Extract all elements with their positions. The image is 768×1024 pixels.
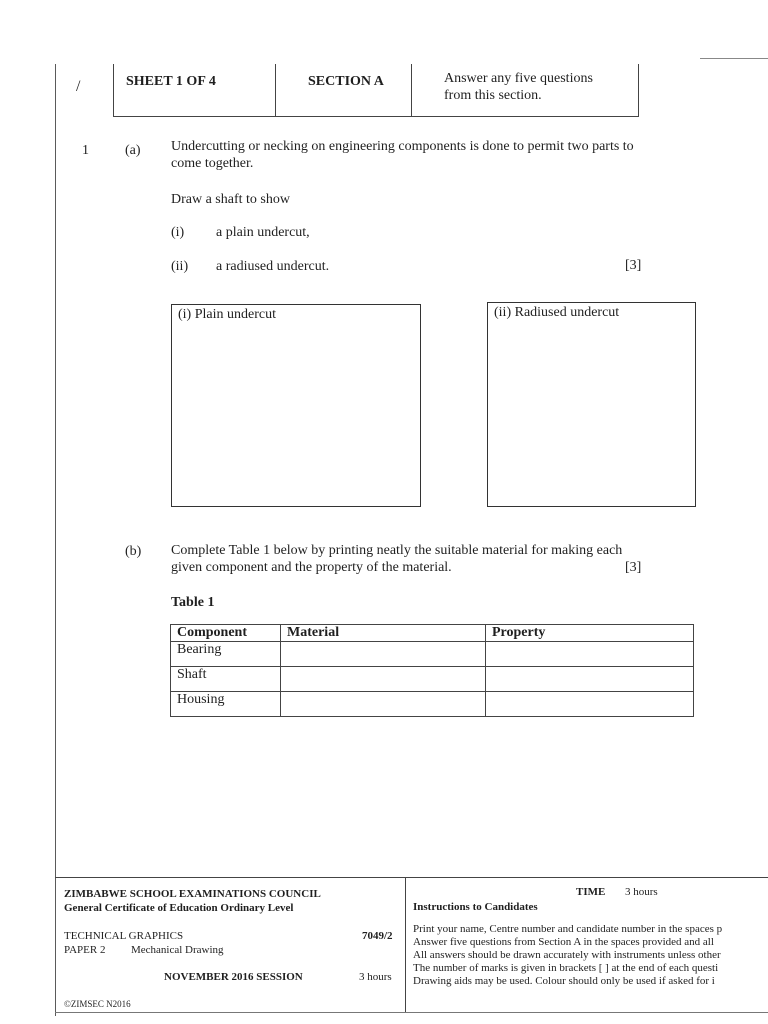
question-number: 1 [82, 143, 89, 158]
table-header-component: Component [171, 625, 281, 642]
section-label: SECTION A [308, 74, 384, 89]
table-row [171, 692, 694, 717]
instruction-line-3: All answers should be drawn accurately with instruments unless other [413, 949, 721, 961]
item-i-text: a plain undercut, [216, 225, 310, 240]
marks-a: [3] [625, 258, 642, 273]
radiused-undercut-box-label: (ii) Radiused undercut [494, 305, 620, 320]
duration: 3 hours [359, 971, 392, 983]
paper-title: Mechanical Drawing [131, 944, 224, 956]
section-instruction-line1: Answer any five questions [444, 71, 593, 86]
tick-mark: / [76, 78, 81, 95]
sheet-label: SHEET 1 OF 4 [126, 74, 216, 89]
table-cell-material-input[interactable] [281, 692, 486, 717]
section-instruction [444, 70, 634, 104]
session: NOVEMBER 2016 SESSION [164, 971, 303, 983]
certificate-level: General Certificate of Education Ordinary Level [64, 902, 294, 914]
part-b-text [171, 542, 691, 576]
table-cell-component: Shaft [171, 667, 281, 692]
instructions-title: Instructions to Candidates [413, 901, 538, 913]
marks-b: [3] [625, 560, 642, 575]
council-name: ZIMBABWE SCHOOL EXAMINATIONS COUNCIL [64, 888, 321, 900]
page-frame-left [55, 64, 56, 1016]
table-cell-material-input[interactable] [281, 667, 486, 692]
subject-code: 7049/2 [362, 930, 393, 942]
footer-top-rule [55, 877, 768, 878]
table-cell-property-input[interactable] [486, 692, 694, 717]
part-a-label: (a) [125, 143, 141, 158]
part-b-text-line2: given component and the property of the material. [171, 560, 452, 575]
part-b-label: (b) [125, 544, 142, 559]
copyright: ©ZIMSEC N2016 [64, 999, 131, 1009]
paper-number: PAPER 2 [64, 944, 106, 956]
page-frame-top-right [700, 58, 768, 59]
plain-undercut-box-label: (i) Plain undercut [178, 307, 276, 322]
materials-table [170, 624, 694, 717]
table-header-material: Material [281, 625, 486, 642]
instruction-line-1: Print your name, Centre number and candidate number in the spaces p [413, 923, 723, 935]
item-ii-text: a radiused undercut. [216, 259, 330, 274]
plain-undercut-drawing-box[interactable] [171, 304, 421, 507]
table-title: Table 1 [171, 595, 215, 610]
section-instruction-line2: from this section. [444, 88, 542, 103]
instruction-line-4: The number of marks is given in brackets [ ] at the end of each questi [413, 962, 719, 974]
sheet-cell [114, 64, 276, 116]
part-a-text-line2: come together. [171, 156, 254, 171]
table-cell-component: Housing [171, 692, 281, 717]
part-a-text-line1: Undercutting or necking on engineering components is done to permit two parts to [171, 139, 634, 154]
subject-name: TECHNICAL GRAPHICS [64, 930, 184, 942]
time-value: 3 hours [625, 886, 658, 898]
table-header-row [171, 625, 694, 642]
table-header-property: Property [486, 625, 694, 642]
section-cell [276, 64, 412, 116]
item-ii-label: (ii) [171, 259, 189, 274]
table-cell-material-input[interactable] [281, 642, 486, 667]
item-i-label: (i) [171, 225, 185, 240]
time-label: TIME [576, 886, 606, 898]
table-cell-property-input[interactable] [486, 667, 694, 692]
header-box [113, 64, 639, 117]
radiused-undercut-drawing-box[interactable] [487, 302, 696, 507]
instruction-line-5: Drawing aids may be used. Colour should only be used if asked for i [413, 975, 715, 987]
part-b-text-line1: Complete Table 1 below by printing neatly the suitable material for making each [171, 543, 623, 558]
table-row [171, 642, 694, 667]
table-cell-component: Bearing [171, 642, 281, 667]
footer-bottom-rule [55, 1012, 768, 1013]
part-a-text [171, 138, 691, 172]
table-cell-property-input[interactable] [486, 642, 694, 667]
draw-instruction: Draw a shaft to show [171, 192, 290, 207]
footer-divider [405, 877, 406, 1013]
instruction-line-2: Answer five questions from Section A in the spaces provided and all [413, 936, 714, 948]
table-row [171, 667, 694, 692]
